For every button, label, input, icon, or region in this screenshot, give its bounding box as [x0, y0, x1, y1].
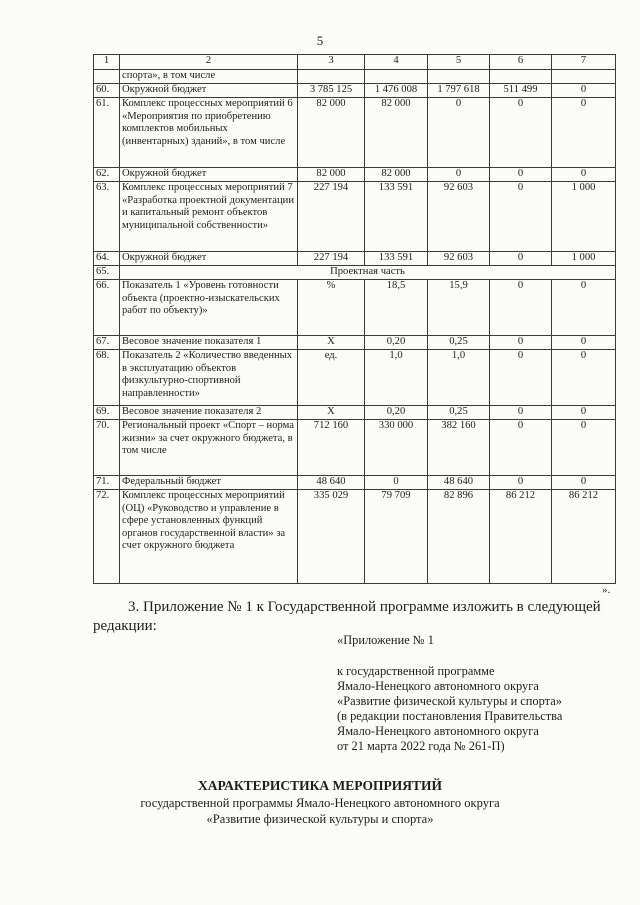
row-name: Окружной бюджет — [120, 252, 298, 266]
cell-value: 82 000 — [365, 98, 428, 168]
cell-value: 0,20 — [365, 406, 428, 420]
document-subtitle: государственной программы Ямало-Ненецкого автономного округа — [140, 796, 500, 810]
cell-value: X — [298, 406, 365, 420]
page-number: 5 — [316, 33, 324, 48]
cell-value: 82 000 — [365, 168, 428, 182]
cell-value: 227 194 — [298, 182, 365, 252]
cell-value: 133 591 — [365, 182, 428, 252]
row-number: 68. — [94, 350, 120, 406]
cell-value: 3 785 125 — [298, 84, 365, 98]
row-name: Региональный проект «Спорт – норма жизни» за счет окружного бюджета, в том числе — [120, 420, 298, 476]
cell-value: 0 — [490, 182, 552, 252]
column-header: 1 — [94, 55, 120, 70]
cell-value — [428, 70, 490, 84]
column-header: 4 — [365, 55, 428, 70]
table-row — [94, 182, 616, 252]
budget-table — [93, 54, 616, 584]
table-header-row — [94, 55, 616, 70]
table-row — [94, 70, 616, 84]
cell-value: 82 000 — [298, 168, 365, 182]
cell-value: 18,5 — [365, 280, 428, 336]
cell-value: 0 — [490, 280, 552, 336]
appendix-heading: «Приложение № 1 — [337, 633, 434, 647]
row-number: 71. — [94, 476, 120, 490]
cell-value: 0 — [490, 168, 552, 182]
cell-value: 1,0 — [428, 350, 490, 406]
cell-value: 0 — [490, 252, 552, 266]
cell-value: 133 591 — [365, 252, 428, 266]
cell-value: 15,9 — [428, 280, 490, 336]
table-row — [94, 336, 616, 350]
row-number: 60. — [94, 84, 120, 98]
cell-value: 0 — [428, 98, 490, 168]
cell-value: 0 — [490, 350, 552, 406]
cell-value: 0 — [490, 98, 552, 168]
cell-value: 1 797 618 — [428, 84, 490, 98]
row-name: Окружной бюджет — [120, 84, 298, 98]
cell-value — [552, 70, 616, 84]
row-name: Весовое значение показателя 2 — [120, 406, 298, 420]
row-name: Окружной бюджет — [120, 168, 298, 182]
appendix-line: Ямало-Ненецкого автономного округа — [337, 679, 539, 693]
document-title: ХАРАКТЕРИСТИКА МЕРОПРИЯТИЙ — [198, 778, 442, 793]
cell-value: 92 603 — [428, 182, 490, 252]
table-row — [94, 280, 616, 336]
column-header: 2 — [120, 55, 298, 70]
appendix-line: Ямало-Ненецкого автономного округа — [337, 724, 539, 738]
cell-value: 382 160 — [428, 420, 490, 476]
row-number: 72. — [94, 490, 120, 584]
cell-value: 0,25 — [428, 336, 490, 350]
section-title: Проектная часть — [120, 266, 616, 280]
table-section-row — [94, 266, 616, 280]
cell-value: 0 — [552, 84, 616, 98]
column-header: 5 — [428, 55, 490, 70]
table-row — [94, 406, 616, 420]
cell-value: 0 — [552, 420, 616, 476]
row-name: Показатель 1 «Уровень готовности объекта (проектно-изыскательских работ по объекту)» — [120, 280, 298, 336]
row-number: 64. — [94, 252, 120, 266]
table-row — [94, 84, 616, 98]
table-row — [94, 420, 616, 476]
cell-value: 1 000 — [552, 182, 616, 252]
cell-value: 0,20 — [365, 336, 428, 350]
cell-value: 0 — [552, 336, 616, 350]
row-name: Показатель 2 «Количество введенных в эксплуатацию объектов физкультурно-спортивной направленности» — [120, 350, 298, 406]
column-header: 6 — [490, 55, 552, 70]
cell-value: 86 212 — [552, 490, 616, 584]
table-row — [94, 252, 616, 266]
row-number: 62. — [94, 168, 120, 182]
cell-value: 92 603 — [428, 252, 490, 266]
cell-value: 48 640 — [298, 476, 365, 490]
cell-value: 0 — [552, 476, 616, 490]
document-subtitle: «Развитие физической культуры и спорта» — [206, 812, 434, 826]
closing-quote-mark: ». — [602, 584, 611, 596]
row-number: 61. — [94, 98, 120, 168]
appendix-line: от 21 марта 2022 года № 261-П) — [337, 739, 505, 753]
row-name: Весовое значение показателя 1 — [120, 336, 298, 350]
appendix-line: к государственной программе — [337, 664, 495, 678]
cell-value: 79 709 — [365, 490, 428, 584]
cell-value: 712 160 — [298, 420, 365, 476]
cell-value: 0 — [490, 406, 552, 420]
cell-value: 0 — [552, 98, 616, 168]
cell-value: 0 — [552, 406, 616, 420]
cell-value — [490, 70, 552, 84]
cell-value: 1 000 — [552, 252, 616, 266]
column-header: 7 — [552, 55, 616, 70]
cell-value: 82 000 — [298, 98, 365, 168]
cell-value: 0 — [552, 350, 616, 406]
table-row — [94, 490, 616, 584]
appendix-line: (в редакции постановления Правительства — [337, 709, 563, 723]
cell-value: 82 896 — [428, 490, 490, 584]
cell-value: X — [298, 336, 365, 350]
cell-value: 1,0 — [365, 350, 428, 406]
row-name: Комплекс процессных мероприятий 7 «Разработка проектной документации и капитальный ремонт объектов муниципальной собственности» — [120, 182, 298, 252]
row-number — [94, 70, 120, 84]
cell-value: 0 — [365, 476, 428, 490]
cell-value: ед. — [298, 350, 365, 406]
cell-value: 511 499 — [490, 84, 552, 98]
cell-value: 330 000 — [365, 420, 428, 476]
row-number: 66. — [94, 280, 120, 336]
cell-value: 48 640 — [428, 476, 490, 490]
cell-value: 0 — [552, 168, 616, 182]
table-row — [94, 168, 616, 182]
table-row — [94, 476, 616, 490]
cell-value: 335 029 — [298, 490, 365, 584]
cell-value: 0 — [490, 476, 552, 490]
cell-value: 0 — [428, 168, 490, 182]
row-number: 63. — [94, 182, 120, 252]
row-number: 70. — [94, 420, 120, 476]
cell-value: 0 — [490, 420, 552, 476]
cell-value — [365, 70, 428, 84]
row-name: Комплекс процессных мероприятий (ОЦ) «Руководство и управление в сфере установленных функций органов государственной власти» за счет окружного бюджета — [120, 490, 298, 584]
table-row — [94, 350, 616, 406]
cell-value — [298, 70, 365, 84]
appendix-line: «Развитие физической культуры и спорта» — [337, 694, 562, 708]
cell-value: 86 212 — [490, 490, 552, 584]
cell-value: 0 — [552, 280, 616, 336]
row-number: 69. — [94, 406, 120, 420]
amendment-paragraph: 3. Приложение № 1 к Государственной программе изложить в следующей редакции: — [93, 599, 601, 634]
row-number: 65. — [94, 266, 120, 280]
cell-value: 0,25 — [428, 406, 490, 420]
row-name: спорта», в том числе — [120, 70, 298, 84]
cell-value: 0 — [490, 336, 552, 350]
cell-value: 227 194 — [298, 252, 365, 266]
table-row — [94, 98, 616, 168]
row-number: 67. — [94, 336, 120, 350]
column-header: 3 — [298, 55, 365, 70]
row-name: Федеральный бюджет — [120, 476, 298, 490]
cell-value: % — [298, 280, 365, 336]
row-name: Комплекс процессных мероприятий 6 «Мероприятия по приобретению комплектов мобильных (инвентарных) зданий», в том числе — [120, 98, 298, 168]
cell-value: 1 476 008 — [365, 84, 428, 98]
